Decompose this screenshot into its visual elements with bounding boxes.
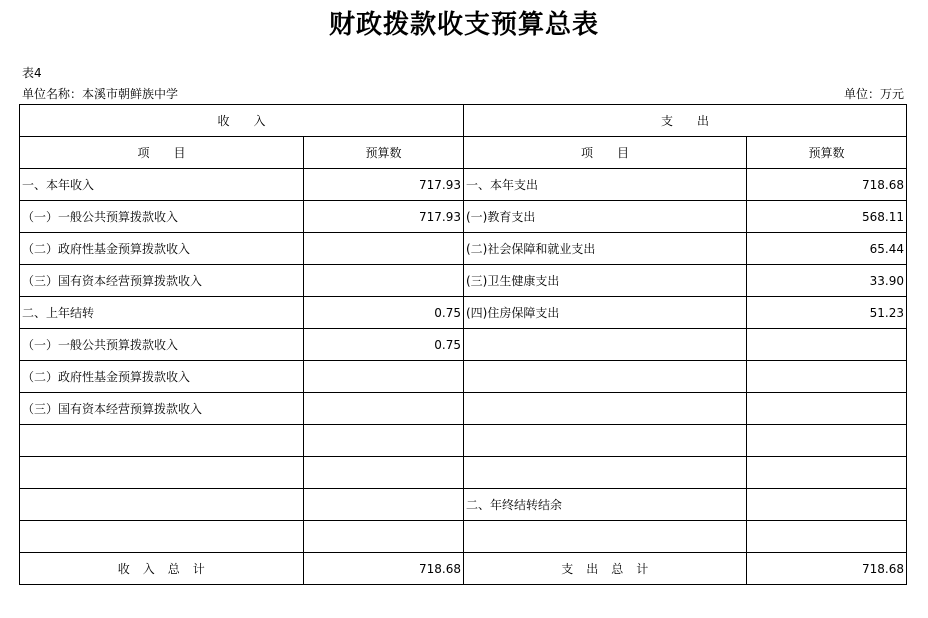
expense-value: 568.11 [747,201,907,233]
expense-value: 65.44 [747,233,907,265]
income-item: 二、上年结转 [20,297,304,329]
expense-item: (一)教育支出 [464,201,747,233]
table-row [20,521,907,553]
expense-item [464,361,747,393]
expense-value [747,329,907,361]
income-section-header: 收 入 [20,105,464,137]
income-value [304,361,464,393]
table-row [20,361,907,393]
income-total-label: 收 入 总 计 [20,553,304,585]
expense-value [747,489,907,521]
expense-value [747,361,907,393]
income-total-value: 718.68 [304,553,464,585]
income-item: （一）一般公共预算拨款收入 [20,201,304,233]
currency-unit: 单位：万元 [843,87,904,101]
income-value [304,393,464,425]
expense-value [747,393,907,425]
income-item [20,425,304,457]
expense-value: 718.68 [747,169,907,201]
income-value: 717.93 [304,201,464,233]
expense-total-label: 支 出 总 计 [464,553,747,585]
income-item [20,521,304,553]
expense-item-header: 项 目 [464,137,747,169]
unit-name: 单位名称：本溪市朝鲜族中学 [22,87,179,101]
totals-row [20,553,907,585]
expense-value: 33.90 [747,265,907,297]
income-item: （三）国有资本经营预算拨款收入 [20,265,304,297]
table-row [20,265,907,297]
income-item: （三）国有资本经营预算拨款收入 [20,393,304,425]
budget-table [19,104,907,585]
table-row [20,169,907,201]
table-row [20,425,907,457]
expense-item: (四)住房保障支出 [464,297,747,329]
expense-item [464,329,747,361]
table-row [20,329,907,361]
income-budget-header: 预算数 [304,137,464,169]
income-value [304,521,464,553]
expense-item: (二)社会保障和就业支出 [464,233,747,265]
income-item: （一）一般公共预算拨款收入 [20,329,304,361]
expense-item: 一、本年支出 [464,169,747,201]
table-number: 表4 [22,66,42,80]
table-row [20,457,907,489]
header-row-columns [20,137,907,169]
expense-item [464,393,747,425]
header-row-sections [20,105,907,137]
expense-item: (三)卫生健康支出 [464,265,747,297]
expense-value: 51.23 [747,297,907,329]
income-value: 0.75 [304,297,464,329]
table-row [20,297,907,329]
income-value [304,233,464,265]
expense-section-header: 支 出 [464,105,907,137]
expense-value [747,521,907,553]
expense-value [747,425,907,457]
table-row [20,393,907,425]
income-value: 0.75 [304,329,464,361]
income-item: （二）政府性基金预算拨款收入 [20,361,304,393]
expense-total-value: 718.68 [747,553,907,585]
income-item: （二）政府性基金预算拨款收入 [20,233,304,265]
income-item [20,489,304,521]
expense-budget-header: 预算数 [747,137,907,169]
table-row [20,233,907,265]
income-item: 一、本年收入 [20,169,304,201]
expense-value [747,457,907,489]
expense-item [464,457,747,489]
income-value [304,489,464,521]
income-value [304,265,464,297]
income-value: 717.93 [304,169,464,201]
table-row [20,201,907,233]
income-item-header: 项 目 [20,137,304,169]
page-title: 财政拨款收支预算总表 [328,10,599,40]
income-value [304,425,464,457]
income-item [20,457,304,489]
expense-item [464,521,747,553]
expense-item [464,425,747,457]
income-value [304,457,464,489]
expense-item: 二、年终结转结余 [464,489,747,521]
table-row [20,489,907,521]
